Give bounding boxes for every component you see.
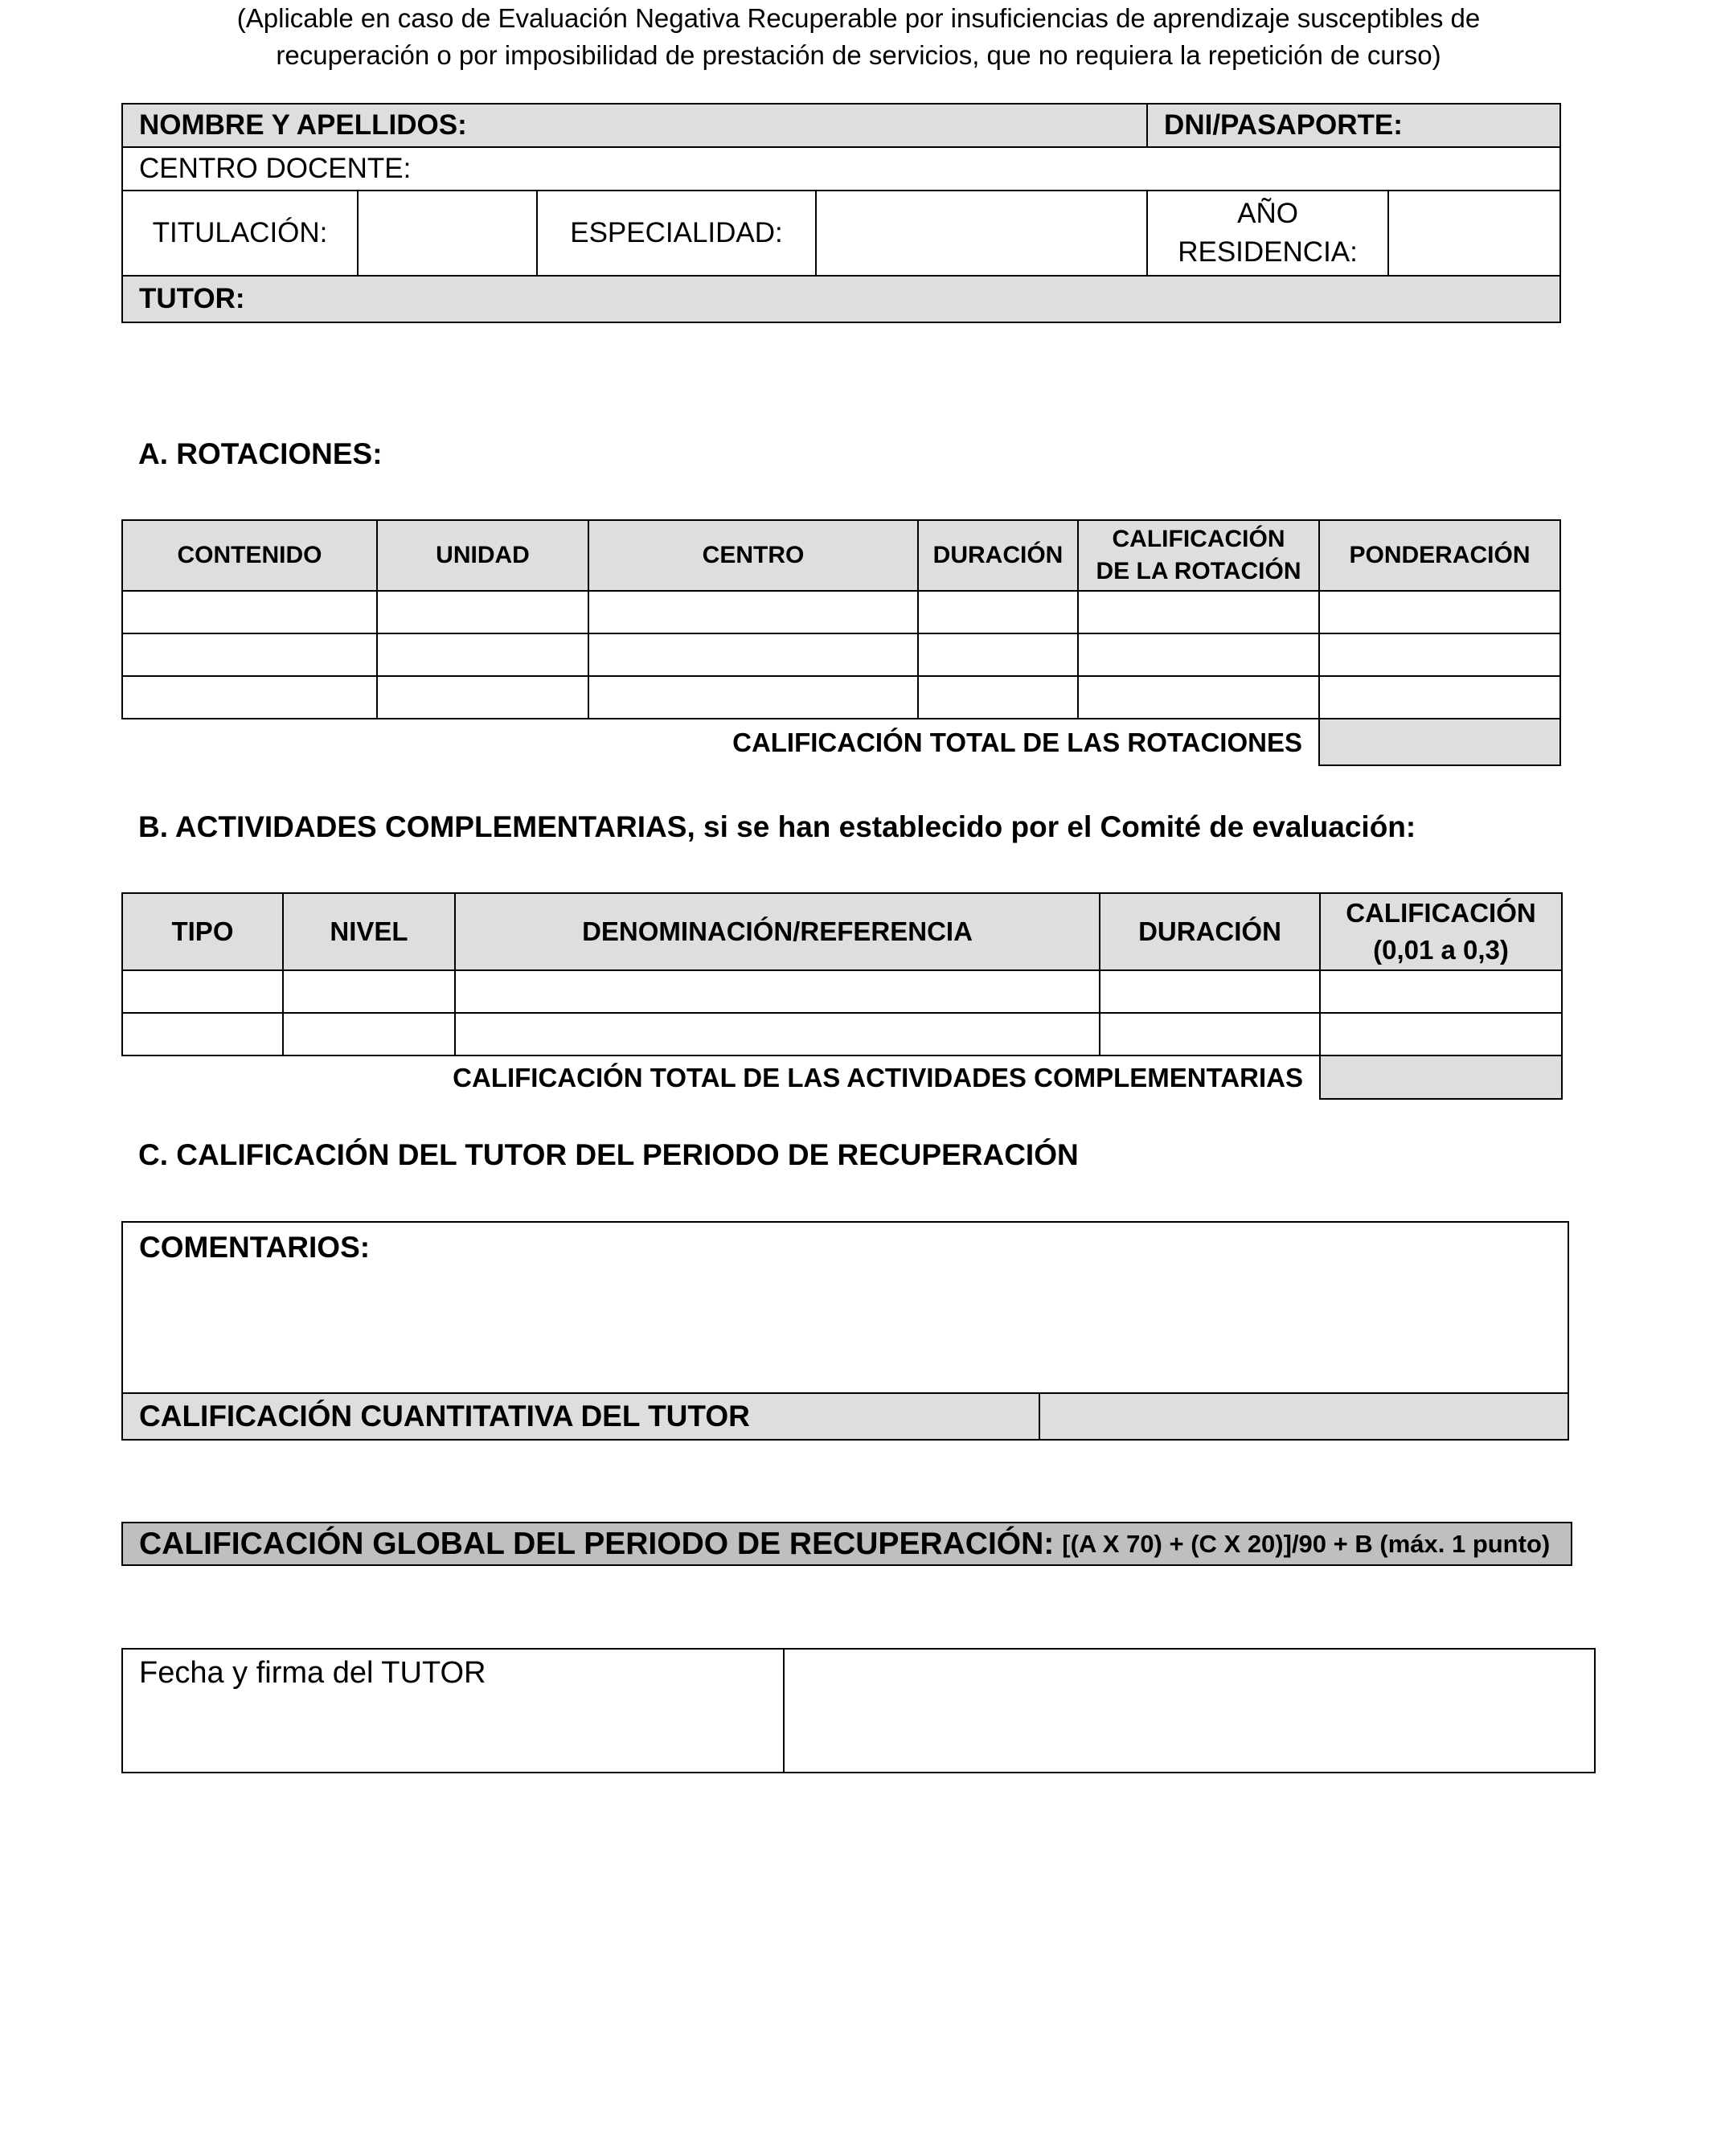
firma-field[interactable] xyxy=(784,1649,1595,1773)
table-cell[interactable] xyxy=(1319,676,1560,719)
actividades-table xyxy=(121,892,1563,1100)
actividades-total-field[interactable] xyxy=(1320,1055,1562,1099)
table-row xyxy=(122,676,1560,719)
rotaciones-total-field[interactable] xyxy=(1319,719,1560,765)
global-formula: [(A X 70) + (C X 20)]/90 + B (máx. 1 punto) xyxy=(1062,1529,1551,1558)
table-cell[interactable] xyxy=(122,676,377,719)
col-tipo: TIPO xyxy=(122,893,283,970)
table-cell[interactable] xyxy=(1319,591,1560,633)
nombre-label: NOMBRE Y APELLIDOS: xyxy=(122,104,1147,147)
table-cell[interactable] xyxy=(1319,633,1560,676)
table-cell[interactable] xyxy=(1100,1013,1320,1055)
table-cell[interactable] xyxy=(588,591,918,633)
intro-line-2: recuperación o por imposibilidad de prestación de servicios, que no requiera la repetición de curso) xyxy=(276,40,1441,70)
anio-label-line-2: RESIDENCIA: xyxy=(1178,236,1358,268)
anio-residencia-field[interactable] xyxy=(1388,191,1560,276)
table-cell[interactable] xyxy=(455,970,1100,1013)
table-row xyxy=(122,970,1562,1013)
table-cell[interactable] xyxy=(283,970,455,1013)
col-denominacion: DENOMINACIÓN/REFERENCIA xyxy=(455,893,1100,970)
col-ponderacion: PONDERACIÓN xyxy=(1319,520,1560,591)
col-duracion: DURACIÓN xyxy=(1100,893,1320,970)
firma-label: Fecha y firma del TUTOR xyxy=(122,1649,784,1773)
titulacion-field[interactable] xyxy=(358,191,537,276)
table-cell[interactable] xyxy=(588,676,918,719)
table-row xyxy=(122,1013,1562,1055)
table-cell[interactable] xyxy=(918,633,1078,676)
col-calificacion-rotacion xyxy=(1078,520,1319,591)
col-nivel: NIVEL xyxy=(283,893,455,970)
table-cell[interactable] xyxy=(1100,970,1320,1013)
table-cell[interactable] xyxy=(1078,591,1319,633)
global-calificacion-bar xyxy=(121,1522,1572,1566)
rotaciones-table xyxy=(121,519,1561,766)
dni-label: DNI/PASAPORTE: xyxy=(1147,104,1560,147)
global-label: CALIFICACIÓN GLOBAL DEL PERIODO DE RECUPERACIÓN: xyxy=(139,1526,1055,1561)
intro-line-1: (Aplicable en caso de Evaluación Negativa Recuperable por insuficiencias de aprendizaje susceptibles de xyxy=(236,3,1481,33)
anio-label-line-1: AÑO xyxy=(1237,198,1298,229)
table-cell[interactable] xyxy=(918,676,1078,719)
firma-table xyxy=(121,1648,1596,1773)
titulacion-label: TITULACIÓN: xyxy=(122,191,358,276)
tutor-label: TUTOR: xyxy=(122,276,1560,322)
table-cell[interactable] xyxy=(283,1013,455,1055)
especialidad-field[interactable] xyxy=(816,191,1147,276)
table-cell[interactable] xyxy=(377,633,588,676)
col-calificacion xyxy=(1320,893,1562,970)
table-cell[interactable] xyxy=(1320,970,1562,1013)
cuantitativa-field[interactable] xyxy=(1039,1393,1568,1440)
especialidad-label: ESPECIALIDAD: xyxy=(537,191,816,276)
table-cell[interactable] xyxy=(377,676,588,719)
col-calificacion-line-1: CALIFICACIÓN xyxy=(1346,898,1536,928)
table-cell[interactable] xyxy=(122,591,377,633)
table-cell[interactable] xyxy=(588,633,918,676)
col-unidad: UNIDAD xyxy=(377,520,588,591)
resident-info-table xyxy=(121,103,1561,323)
rotaciones-title: A. ROTACIONES: xyxy=(138,437,383,470)
table-cell[interactable] xyxy=(122,633,377,676)
table-cell[interactable] xyxy=(918,591,1078,633)
tutor-calificacion-title: C. CALIFICACIÓN DEL TUTOR DEL PERIODO DE RECUPERACIÓN xyxy=(138,1138,1079,1171)
table-cell[interactable] xyxy=(122,1013,283,1055)
col-contenido: CONTENIDO xyxy=(122,520,377,591)
rotaciones-total-label: CALIFICACIÓN TOTAL DE LAS ROTACIONES xyxy=(732,727,1302,757)
comentarios-table xyxy=(121,1221,1569,1441)
table-cell[interactable] xyxy=(1078,633,1319,676)
cuantitativa-label: CALIFICACIÓN CUANTITATIVA DEL TUTOR xyxy=(122,1393,1039,1440)
table-cell[interactable] xyxy=(455,1013,1100,1055)
table-cell[interactable] xyxy=(122,970,283,1013)
col-centro: CENTRO xyxy=(588,520,918,591)
col-duracion: DURACIÓN xyxy=(918,520,1078,591)
table-cell[interactable] xyxy=(1320,1013,1562,1055)
actividades-total-label: CALIFICACIÓN TOTAL DE LAS ACTIVIDADES COMPLEMENTARIAS xyxy=(453,1062,1303,1092)
comentarios-field[interactable] xyxy=(122,1222,1568,1393)
actividades-title: B. ACTIVIDADES COMPLEMENTARIAS, si se han establecido por el Comité de evaluación: xyxy=(138,810,1416,843)
centro-docente-label: CENTRO DOCENTE: xyxy=(122,147,1560,191)
col-calificacion-rotacion-text: CALIFICACIÓN DE LA ROTACIÓN xyxy=(1096,526,1301,584)
table-row xyxy=(122,591,1560,633)
comentarios-label: COMENTARIOS: xyxy=(139,1231,371,1264)
anio-residencia-label xyxy=(1147,191,1388,276)
table-cell[interactable] xyxy=(377,591,588,633)
intro-note xyxy=(121,0,1596,74)
table-cell[interactable] xyxy=(1078,676,1319,719)
col-calificacion-line-2: (0,01 a 0,3) xyxy=(1373,935,1509,965)
table-row xyxy=(122,633,1560,676)
